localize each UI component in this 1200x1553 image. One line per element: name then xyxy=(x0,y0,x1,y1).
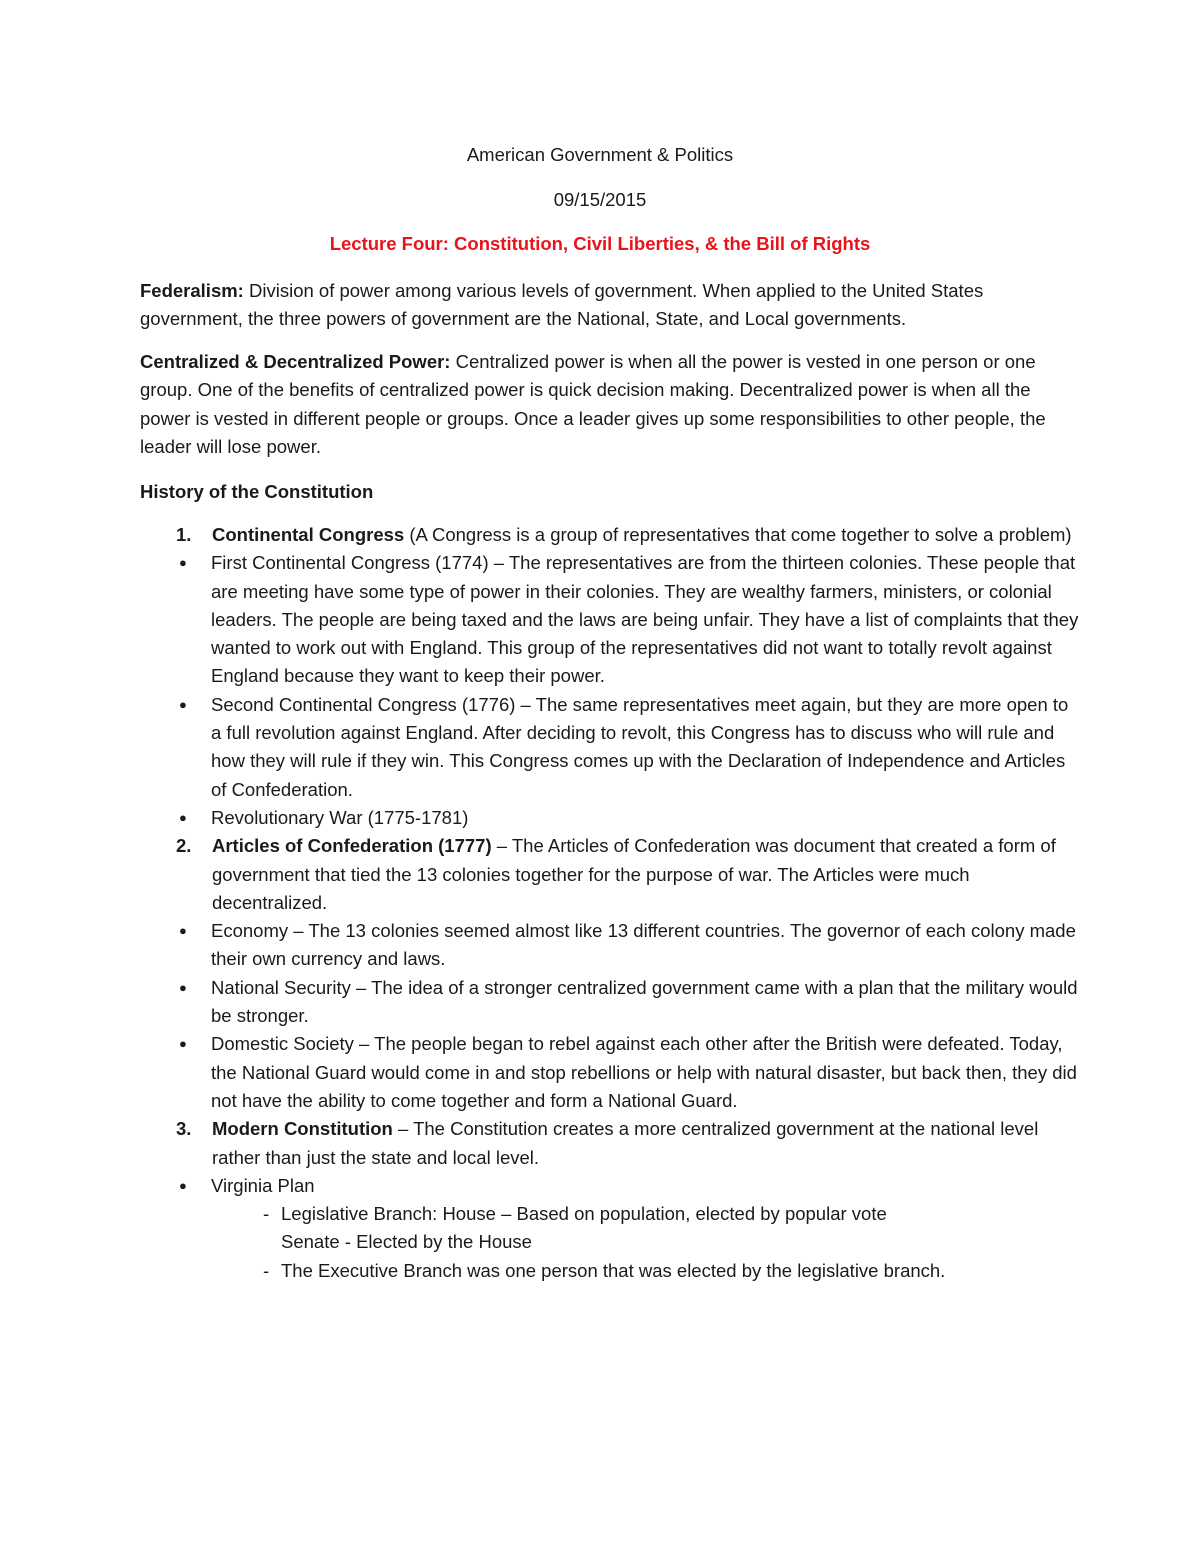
bullet-item: ● Economy – The 13 colonies seemed almost like 13 different countries. The governor of each colony made their own currency and laws. xyxy=(179,920,1076,970)
history-heading: History of the Constitution xyxy=(140,481,374,502)
list-number: 1. xyxy=(176,524,192,545)
list-item-modern-constitution xyxy=(140,1115,1080,1172)
bullet-list xyxy=(140,917,1080,1115)
bullet-item: ● Virginia Plan xyxy=(179,1174,315,1196)
bullet-list xyxy=(140,1172,1080,1200)
bullet-item: ● Second Continental Congress (1776) – The same representatives meet again, but they are more open to a full revolution against England. After deciding to revolt, this Congress has to discuss who will rule and how they will rule if they win. This Congress comes up with the Declaration of Independence and Articles of Confederation. xyxy=(179,693,1069,800)
item-text: – The Articles of Confederation was document that created a form of government that tied the 13 colonies together for the purpose of war. The Articles were much decentralized. xyxy=(212,835,1056,913)
federalism-term: Federalism: xyxy=(140,280,244,301)
dash-marker: - xyxy=(263,1203,270,1225)
centralized-term: Centralized & Decentralized Power: xyxy=(140,351,451,372)
list-item-articles-of-confederation xyxy=(140,832,1080,917)
history-list xyxy=(140,521,1080,1285)
dash-item: - The Executive Branch was one person that was elected by the legislative branch. xyxy=(140,1257,1080,1285)
bullet-list xyxy=(140,549,1080,832)
dash-marker: - xyxy=(263,1259,270,1281)
federalism-paragraph xyxy=(140,277,1080,334)
dash-item: - Legislative Branch: House – Based on population, elected by popular vote Senate - Elected by the House xyxy=(140,1200,1080,1257)
bullet-item: ● First Continental Congress (1774) – The representatives are from the thirteen colonies. These people that are meeting have some type of power in their colonies. They are wealthy farmers, ministers, or colonial leaders. The people are being taxed and the laws are being unfair. They have a list of complaints that they wanted to work out with England. This group of the representatives did not want to totally revolt against England because they want to keep their power. xyxy=(179,552,1079,687)
centralized-text: Centralized power is when all the power is vested in one person or one group. One of the benefits of centralized power is quick decision making. Decentralized power is when all the power is vested in different people or groups. Once a leader gives up some responsibilities to other people, the leader will lose power. xyxy=(140,351,1046,457)
document-title: American Government & Politics xyxy=(466,144,734,165)
federalism-text: Division of power among various levels of government. When applied to the United States government, the three powers of government are the National, State, and Local governments. xyxy=(140,280,984,330)
bullet-icon: ● xyxy=(179,923,187,939)
bullet-icon: ● xyxy=(179,555,187,571)
bullet-item: ● National Security – The idea of a stronger centralized government came with a plan that the military would be stronger. xyxy=(179,976,1078,1027)
lecture-heading: Lecture Four: Constitution, Civil Liberties, & the Bill of Rights xyxy=(329,233,871,254)
document-date: 09/15/2015 xyxy=(553,189,647,210)
list-item-continental-congress xyxy=(140,521,1080,549)
bullet-icon: ● xyxy=(179,979,187,995)
list-number: 2. xyxy=(176,835,192,857)
bullet-icon: ● xyxy=(179,1036,187,1052)
item-text: – The Constitution creates a more centralized government at the national level rather than just the state and local level. xyxy=(212,1118,1039,1168)
item-term: Continental Congress xyxy=(212,524,405,545)
bullet-icon: ● xyxy=(179,809,187,825)
centralized-paragraph xyxy=(140,348,1080,461)
bullet-item: ● Domestic Society – The people began to rebel against each other after the British were defeated. Today, the National Guard would come in and stop rebellions or help with natural disaster, but back then, they did not have the ability to come together and form a National Guard. xyxy=(179,1033,1077,1111)
item-text: (A Congress is a group of representatives that come together to solve a problem) xyxy=(404,524,1072,545)
bullet-icon: ● xyxy=(179,1177,187,1193)
item-term: Modern Constitution xyxy=(212,1118,393,1140)
dash-list xyxy=(140,1200,1080,1285)
list-number: 3. xyxy=(176,1118,192,1140)
item-term: Articles of Confederation (1777) xyxy=(212,835,492,857)
bullet-item: ● Revolutionary War (1775-1781) xyxy=(179,806,469,828)
bullet-icon: ● xyxy=(179,696,187,712)
